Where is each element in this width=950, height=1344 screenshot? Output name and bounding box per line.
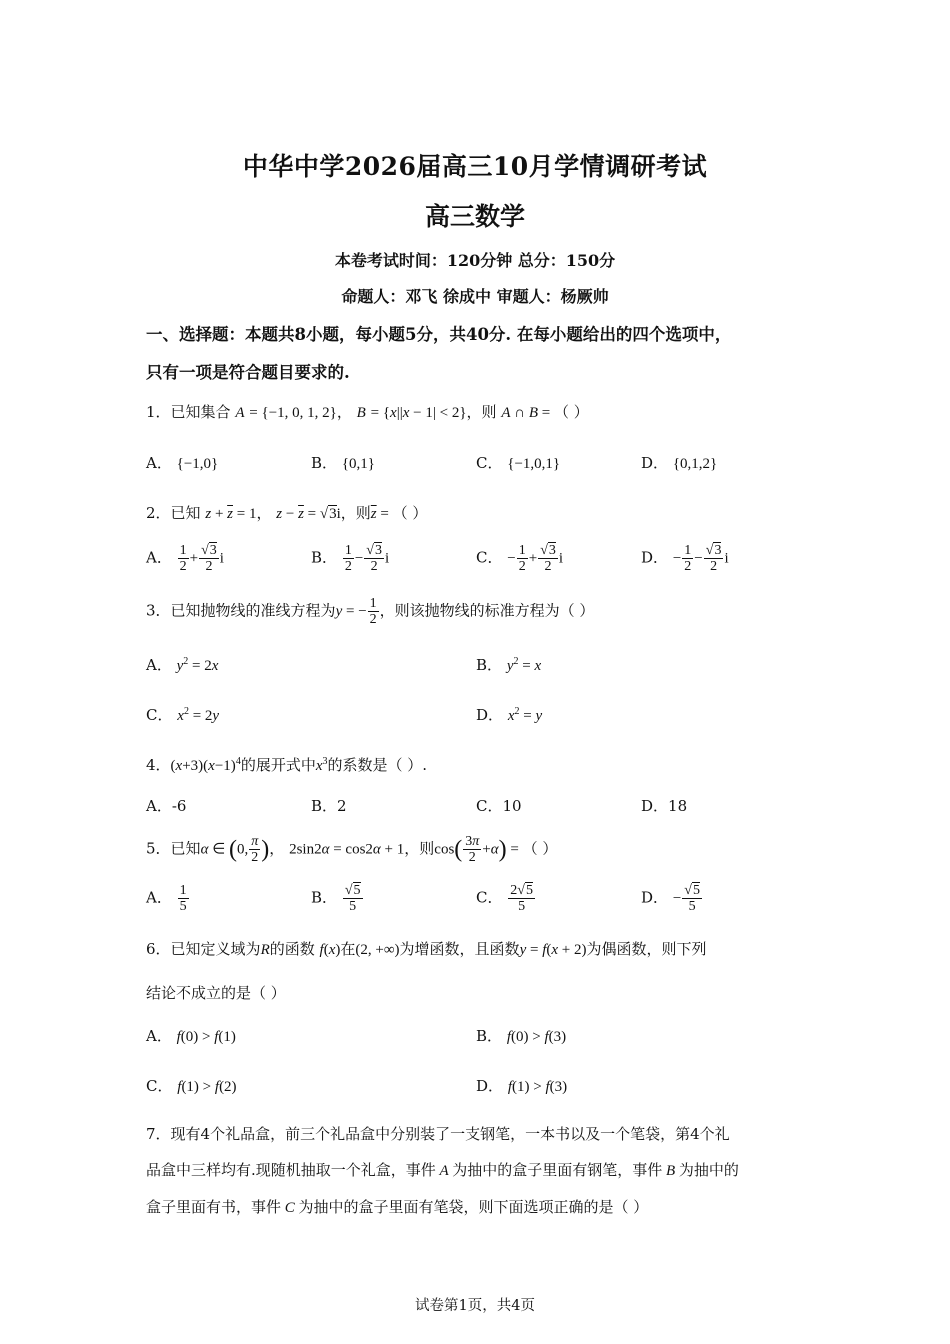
question-text-post: 的系数是（ ）. — [327, 756, 428, 774]
question-number: 2． — [146, 504, 171, 522]
page-footer: 试卷第1页，共4页 — [415, 1298, 535, 1314]
option-a[interactable]: A． $\frac{1}{5}$ — [146, 883, 187, 914]
authors-line: 命题人：邓飞 徐成中 审题人：杨厥帅 — [341, 287, 609, 306]
question-4: 4．$(x+3)(x-1)^4$的展开式中$x^3$的系数是（ ）. — [146, 756, 428, 774]
question-7 — [146, 1116, 816, 1226]
option-b[interactable]: B． $\frac{1}{2}$ − $\frac{√3}{2}$ i — [311, 543, 390, 574]
question-text-mid: ，则 — [404, 839, 435, 858]
option-b[interactable]: B． {0,1} — [311, 454, 375, 472]
question-text-mid: ，则 — [340, 504, 371, 522]
option-b[interactable]: B． $y^2 = x$ — [476, 656, 542, 674]
option-c[interactable]: C． {−1,0,1} — [476, 454, 561, 472]
question-text: 已知定义域为 — [170, 940, 261, 958]
option-a[interactable]: A．-6 — [146, 797, 187, 815]
question-3: 3．已知抛物线的准线方程为y = − $\frac{1}{2}$ ，则该抛物线的标准方程为（ ） — [146, 596, 595, 627]
question-5: 5．已知α ∈ (0, $\frac{\pi}{2}$ )， 2sin2α = cos2α + 1，则cos( $\frac{3\pi}{2}$ +α) = （ ） — [146, 834, 558, 865]
question-7-line2: 品盒中三样均有.现随机抽取一个礼盒，事件 A 为抽中的盒子里面有钢笔，事件 B 为抽中的 — [146, 1161, 739, 1179]
exam-title: 中华中学2026届高三10月学情调研考试 — [242, 152, 708, 181]
question-text: 已知抛物线的准线方程为 — [170, 601, 336, 620]
question-text: 已知 — [170, 839, 201, 858]
option-value: -6 — [171, 797, 187, 815]
question-text-mid: ，则 — [466, 403, 497, 421]
option-value: 10 — [502, 797, 522, 815]
question-7-line1: 7．现有4个礼品盒，前三个礼品盒中分别装了一支钢笔，一本书以及一个笔袋，第4个礼 — [146, 1125, 730, 1143]
option-c[interactable]: C． $\frac{2√5}{5}$ — [476, 883, 533, 914]
question-text: 的展开式中 — [240, 756, 316, 774]
option-d[interactable]: D． $x^2 = y$ — [476, 706, 543, 724]
option-a[interactable]: A． {−1,0} — [146, 454, 219, 472]
question-6: 6．已知定义域为R的函数 f(x)在(2, +∞)为增函数，且函数y = f(x + 2)为偶函数，则下列 — [146, 940, 707, 958]
option-a[interactable]: A． f(0) > f(1) — [146, 1027, 236, 1045]
option-c[interactable]: C． $x^2 = 2y$ — [146, 706, 220, 724]
question-number: 6． — [146, 940, 171, 958]
answer-blank: （ ） — [392, 504, 428, 522]
question-number: 1． — [146, 403, 171, 421]
question-text: 已知集合 — [170, 403, 231, 421]
question-number: 4． — [146, 756, 171, 774]
option-value: {0,1} — [341, 456, 375, 472]
option-value: {−1,0,1} — [507, 456, 561, 472]
option-c[interactable]: C． f(1) > f(2) — [146, 1077, 237, 1095]
option-d[interactable]: D． − $\frac{√5}{5}$ — [641, 883, 700, 914]
option-b[interactable]: B． f(0) > f(3) — [476, 1027, 567, 1045]
option-a[interactable]: A． $\frac{1}{2}$ + $\frac{√3}{2}$ i — [146, 543, 224, 574]
question-2: 2．已知 $z + \overline{z} = 1$， $z - \overline{z} = √3i$，则$\overline{z}$ = （ ） — [146, 504, 428, 522]
option-value: 18 — [668, 797, 688, 815]
section-heading — [146, 316, 816, 392]
option-c[interactable]: C． − $\frac{1}{2}$ + $\frac{√3}{2}$ i — [476, 543, 564, 574]
question-7-line3: 盒子里面有书，事件 C 为抽中的盒子里面有笔袋，则下面选项正确的是（ ） — [146, 1198, 649, 1216]
question-text-post: ，则该抛物线的标准方程为（ ） — [379, 601, 595, 620]
question-1: 1．已知集合 A = {−1, 0, 1, 2}， B = {x||x − 1| < 2}，则 A ∩ B = （ ） — [146, 403, 589, 421]
option-b[interactable]: B．2 — [311, 797, 347, 815]
question-6-line2: 结论不成立的是（ ） — [146, 984, 286, 1002]
option-b[interactable]: B． $\frac{√5}{5}$ — [311, 883, 361, 914]
option-d[interactable]: D． − $\frac{1}{2}$ − $\frac{√3}{2}$ i — [641, 543, 729, 574]
answer-blank: （ ） — [553, 403, 589, 421]
option-value: {0,1,2} — [672, 456, 718, 472]
subject-title: 高三数学 — [424, 202, 525, 231]
option-c[interactable]: C．10 — [476, 797, 522, 815]
option-value: 2 — [337, 797, 347, 815]
question-text: 已知 — [170, 504, 201, 522]
option-d[interactable]: D．18 — [641, 797, 688, 815]
question-number: 3． — [146, 601, 171, 620]
section-heading-line2: 只有一项是符合题目要求的. — [146, 363, 350, 382]
option-d[interactable]: D． {0,1,2} — [641, 454, 718, 472]
section-heading-line1: 一、选择题：本题共8小题，每小题5分，共40分. 在每小题给出的四个选项中， — [146, 325, 732, 344]
option-a[interactable]: A． $y^2 = 2x$ — [146, 656, 219, 674]
option-d[interactable]: D． f(1) > f(3) — [476, 1077, 568, 1095]
question-number: 5． — [146, 839, 171, 858]
answer-blank: （ ） — [522, 839, 558, 858]
exam-info: 本卷考试时间：120分钟 总分：150分 — [334, 251, 616, 270]
option-value: {−1,0} — [176, 456, 219, 472]
